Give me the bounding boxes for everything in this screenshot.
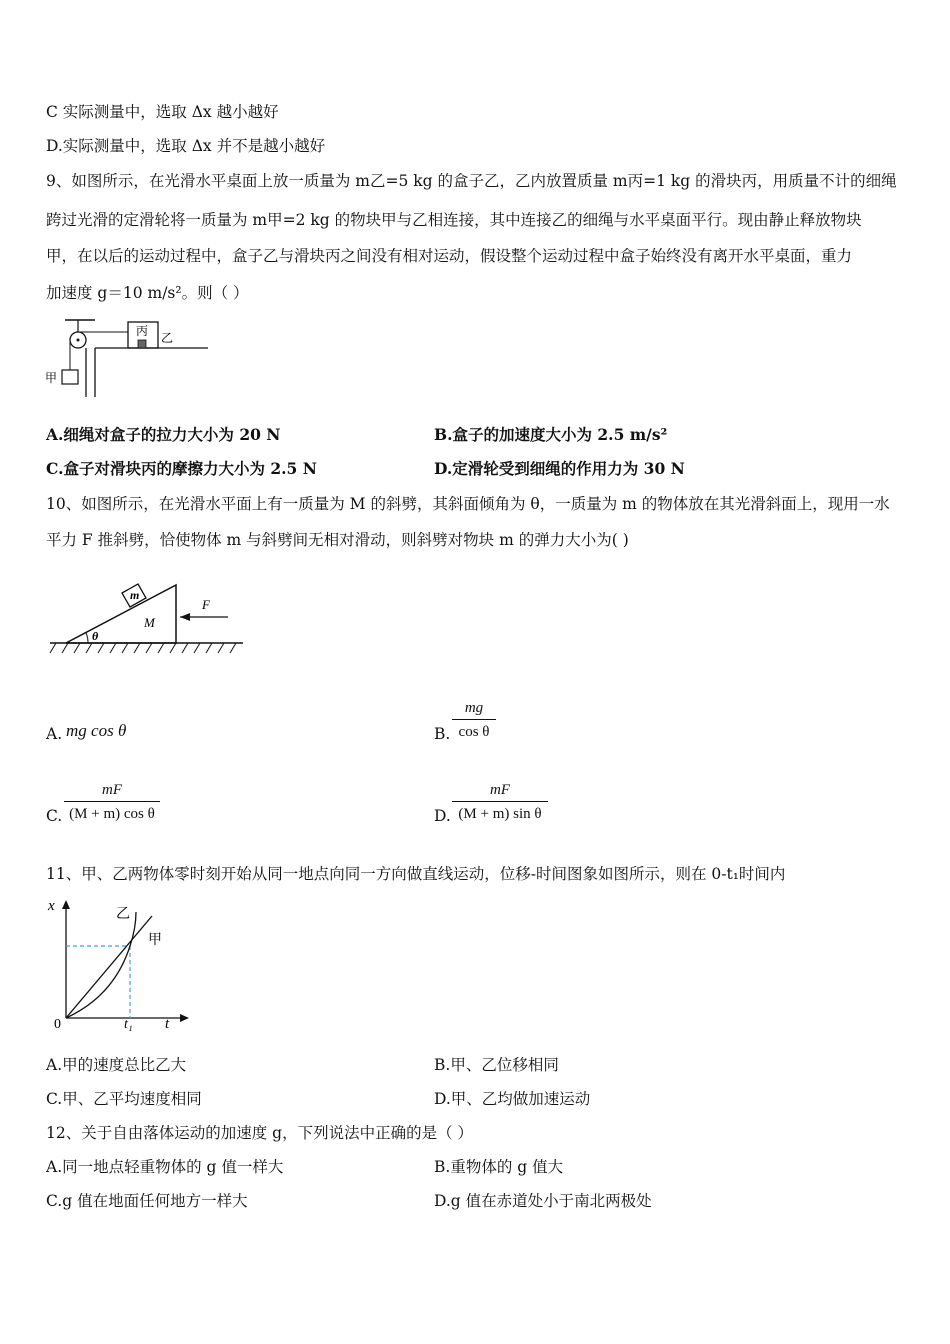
q12-text: 12、关于自由落体运动的加速度 g，下列说法中正确的是（ ） [46, 1124, 474, 1142]
q9-text-line3: 甲，在以后的运动过程中，盒子乙与滑块丙之间没有相对运动，假设整个运动过程中盒子始终没有离开水平桌面，重力 [46, 247, 853, 265]
q9-option-a: A.细绳对盒子的拉力大小为 20 N [46, 425, 281, 444]
q10-option-c-label: C. [46, 807, 63, 825]
q10-option-b-denominator: cos θ [458, 724, 490, 740]
q9-fig-label-bing: 丙 [136, 324, 149, 338]
q10-text-line2: 平力 F 推斜劈，恰使物体 m 与斜劈间无相对滑动，则斜劈对物块 m 的弹力大小为( ) [46, 531, 629, 549]
q10-fig-label-theta: θ [92, 629, 99, 643]
q9-text-line2: 跨过光滑的定滑轮将一质量为 m甲=2 kg 的物块甲与乙相连接，其中连接乙的细绳与水平桌面平行。现由静止释放物块 [46, 211, 862, 229]
q10-fig-label-F: F [202, 597, 210, 612]
q10-option-c-fraction [64, 780, 160, 824]
q9-fig-label-yi: 乙 [161, 331, 174, 345]
q9-option-c: C.盒子对滑块丙的摩擦力大小为 2.5 N [46, 459, 317, 478]
q12-option-c: C.g 值在地面任何地方一样大 [46, 1192, 248, 1210]
q9-text-line1: 9、如图所示，在光滑水平桌面上放一质量为 m乙=5 kg 的盒子乙，乙内放置质量 m丙=1 kg 的滑块丙，用质量不计的细绳 [46, 172, 897, 190]
q10-option-d-label: D. [434, 807, 451, 825]
q11-fig-label-t: t [165, 1016, 170, 1032]
q10-fig-label-m: m [130, 588, 140, 602]
q11-fig-label-yi: 乙 [116, 906, 130, 922]
q10-option-b-numerator: mg [464, 700, 484, 716]
q12-option-b: B.重物体的 g 值大 [434, 1158, 564, 1176]
q11-option-b: B.甲、乙位移相同 [434, 1056, 559, 1074]
q11-option-d: D.甲、乙均做加速运动 [434, 1090, 591, 1108]
q11-option-a: A.甲的速度总比乙大 [46, 1056, 187, 1074]
q10-option-d-numerator: mF [490, 782, 510, 798]
q10-option-c-numerator: mF [102, 782, 122, 798]
q10-option-b-fraction [452, 698, 496, 742]
q12-option-d: D.g 值在赤道处小于南北两极处 [434, 1192, 652, 1210]
q12-option-a: A.同一地点轻重物体的 g 值一样大 [46, 1158, 284, 1176]
q10-option-b-label: B. [434, 725, 451, 743]
q11-fig-label-t1: t₁ [124, 1017, 133, 1032]
q10-fig-label-M: M [144, 615, 155, 630]
q11-fig-label-origin: 0 [54, 1017, 61, 1032]
q10-wedge-figure [48, 575, 248, 660]
q8-option-c: C 实际测量中，选取 Δx 越小越好 [46, 103, 279, 121]
q8-option-d: D.实际测量中，选取 Δx 并不是越小越好 [46, 137, 326, 155]
q9-fig-label-jia: 甲 [45, 371, 58, 385]
q10-option-d-fraction [452, 780, 548, 824]
q10-option-a-expr: mg cos θ [66, 721, 127, 740]
q11-xt-graph [44, 896, 194, 1036]
q11-option-c: C.甲、乙平均速度相同 [46, 1090, 202, 1108]
q11-fig-label-x: x [48, 898, 55, 914]
q10-option-a-label: A. [46, 725, 63, 743]
q11-fig-label-jia: 甲 [148, 932, 162, 948]
q9-text-line4: 加速度 g＝10 m/s²。则（ ） [46, 284, 249, 302]
q10-text-line1: 10、如图所示，在光滑水平面上有一质量为 M 的斜劈，其斜面倾角为 θ，一质量为 m 的物体放在其光滑斜面上，现用一水 [46, 495, 890, 513]
q9-option-d: D.定滑轮受到细绳的作用力为 30 N [434, 459, 685, 478]
q9-option-b: B.盒子的加速度大小为 2.5 m/s² [434, 425, 668, 444]
q10-option-c-denominator: (M + m) cos θ [69, 806, 155, 822]
q9-pulley-figure [40, 312, 220, 402]
q10-option-d-denominator: (M + m) sin θ [458, 806, 542, 822]
q11-text: 11、甲、乙两物体零时刻开始从同一地点向同一方向做直线运动，位移-时间图象如图所示，则在 0-t₁时间内 [46, 865, 786, 883]
